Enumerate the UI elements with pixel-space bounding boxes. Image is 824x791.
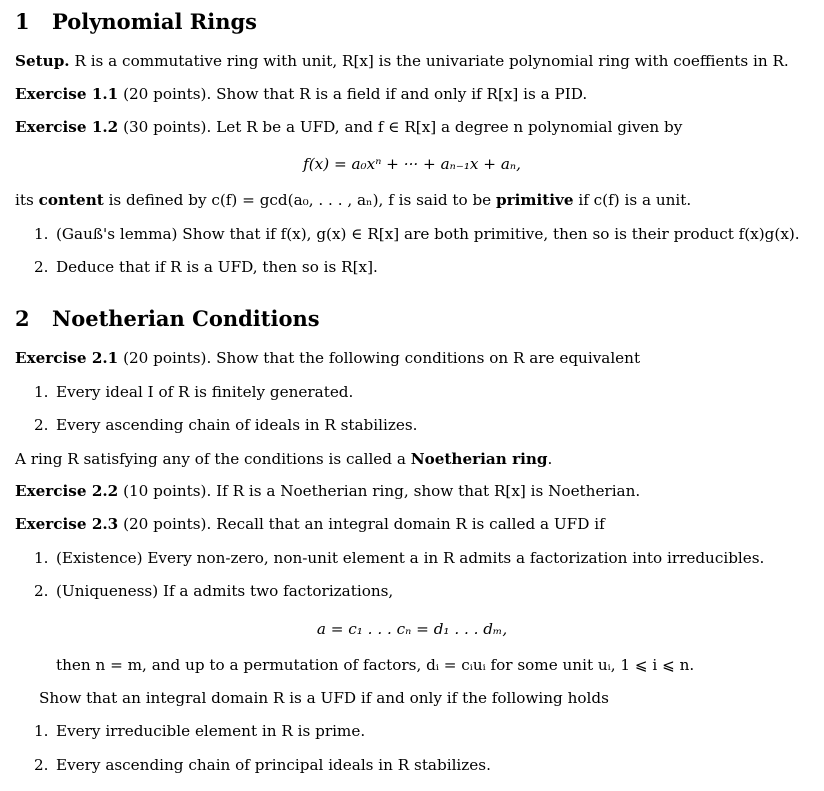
exercise-label: Exercise 2.3	[15, 515, 119, 533]
noeth-post: .	[547, 450, 553, 468]
list-text: Every ideal I of R is finitely generated.	[56, 383, 354, 401]
content-pre: its	[15, 191, 34, 209]
list-text: Every ascending chain of principal ideals in R stabilizes.	[56, 756, 491, 774]
list-text: Every ascending chain of ideals in R stabilizes.	[56, 416, 418, 434]
setup-text: R is a commutative ring with unit, R[x] is the univariate polynomial ring with coeffients in R.	[74, 52, 789, 70]
section-number: 2	[15, 306, 30, 331]
content-term: content	[38, 191, 104, 209]
list-number: 1.	[34, 225, 49, 243]
list-item	[34, 224, 800, 244]
list-text: (Uniqueness) If a admits two factorizations,	[56, 582, 394, 600]
section-1-heading	[15, 9, 257, 35]
list-item	[34, 257, 378, 277]
list-number: 2.	[34, 582, 49, 600]
noetherian-term: Noetherian ring	[410, 450, 548, 468]
list-item	[34, 382, 353, 402]
content-post: if c(f) is a unit.	[578, 191, 692, 209]
noeth-pre: A ring R satisfying any of the conditions is called a	[15, 450, 406, 468]
list-number: 2.	[34, 416, 49, 434]
show-statement: Show that an integral domain R is a UFD if and only if the following holds	[39, 689, 609, 707]
noetherian-definition	[15, 449, 552, 469]
exercise-text: Show that the following conditions on R are equivalent	[216, 349, 641, 367]
list-text: Every irreducible element in R is prime.	[56, 722, 366, 740]
exercise-1-2	[15, 117, 682, 137]
list-text: (Existence) Every non-zero, non-unit element a in R admits a factorization into irreducibles.	[56, 549, 765, 567]
list-number: 2.	[34, 258, 49, 276]
list-number: 1.	[34, 722, 49, 740]
list-item	[34, 581, 393, 601]
content-definition	[15, 190, 691, 210]
exercise-text: Let R be a UFD, and f ∈ R[x] a degree n polynomial given by	[216, 118, 683, 136]
exercise-label: Exercise 1.2	[15, 118, 119, 136]
setup-paragraph	[15, 51, 789, 71]
setup-label: Setup.	[15, 52, 70, 70]
exercise-points: (20 points).	[123, 515, 212, 533]
primitive-term: primitive	[496, 191, 574, 209]
list-item	[34, 415, 417, 435]
exercise-2-2	[15, 481, 640, 501]
exercise-label: Exercise 2.1	[15, 349, 119, 367]
content-mid: is defined by c(f) = gcd(a₀, . . . , aₙ), f is said to be	[108, 191, 492, 209]
polynomial-formula: f(x) = a₀xⁿ + ··· + aₙ₋₁x + aₙ,	[303, 155, 521, 173]
exercise-text: Show that R is a field if and only if R[x] is a PID.	[216, 85, 588, 103]
exercise-2-1	[15, 348, 640, 368]
list-item	[34, 548, 764, 568]
section-2-heading	[15, 306, 320, 332]
factorization-formula: a = c₁ . . . cₙ = d₁ . . . dₘ,	[316, 620, 508, 638]
section-number: 1	[15, 9, 30, 34]
exercise-points: (20 points).	[123, 349, 212, 367]
exercise-label: Exercise 1.1	[15, 85, 119, 103]
list-item	[34, 755, 491, 775]
list-item	[34, 721, 365, 741]
exercise-label: Exercise 2.2	[15, 482, 119, 500]
list-number: 1.	[34, 549, 49, 567]
list-text: (Gauß's lemma) Show that if f(x), g(x) ∈ R[x] are both primitive, then so is their product f(x)g(x).	[56, 225, 800, 243]
list-text: Deduce that if R is a UFD, then so is R[x].	[56, 258, 378, 276]
section-title: Polynomial Rings	[52, 9, 257, 34]
exercise-text: If R is a Noetherian ring, show that R[x] is Noetherian.	[216, 482, 641, 500]
list-number: 1.	[34, 383, 49, 401]
exercise-1-1	[15, 84, 587, 104]
exercise-text: Recall that an integral domain R is called a UFD if	[216, 515, 605, 533]
section-title: Noetherian Conditions	[52, 306, 320, 331]
exercise-points: (30 points).	[123, 118, 212, 136]
list-number: 2.	[34, 756, 49, 774]
exercise-points: (20 points).	[123, 85, 212, 103]
uniqueness-condition: then n = m, and up to a permutation of factors, dᵢ = cᵢuᵢ for some unit uᵢ, 1 ⩽ i ⩽ n.	[56, 656, 695, 674]
exercise-2-3	[15, 514, 605, 534]
exercise-points: (10 points).	[123, 482, 212, 500]
